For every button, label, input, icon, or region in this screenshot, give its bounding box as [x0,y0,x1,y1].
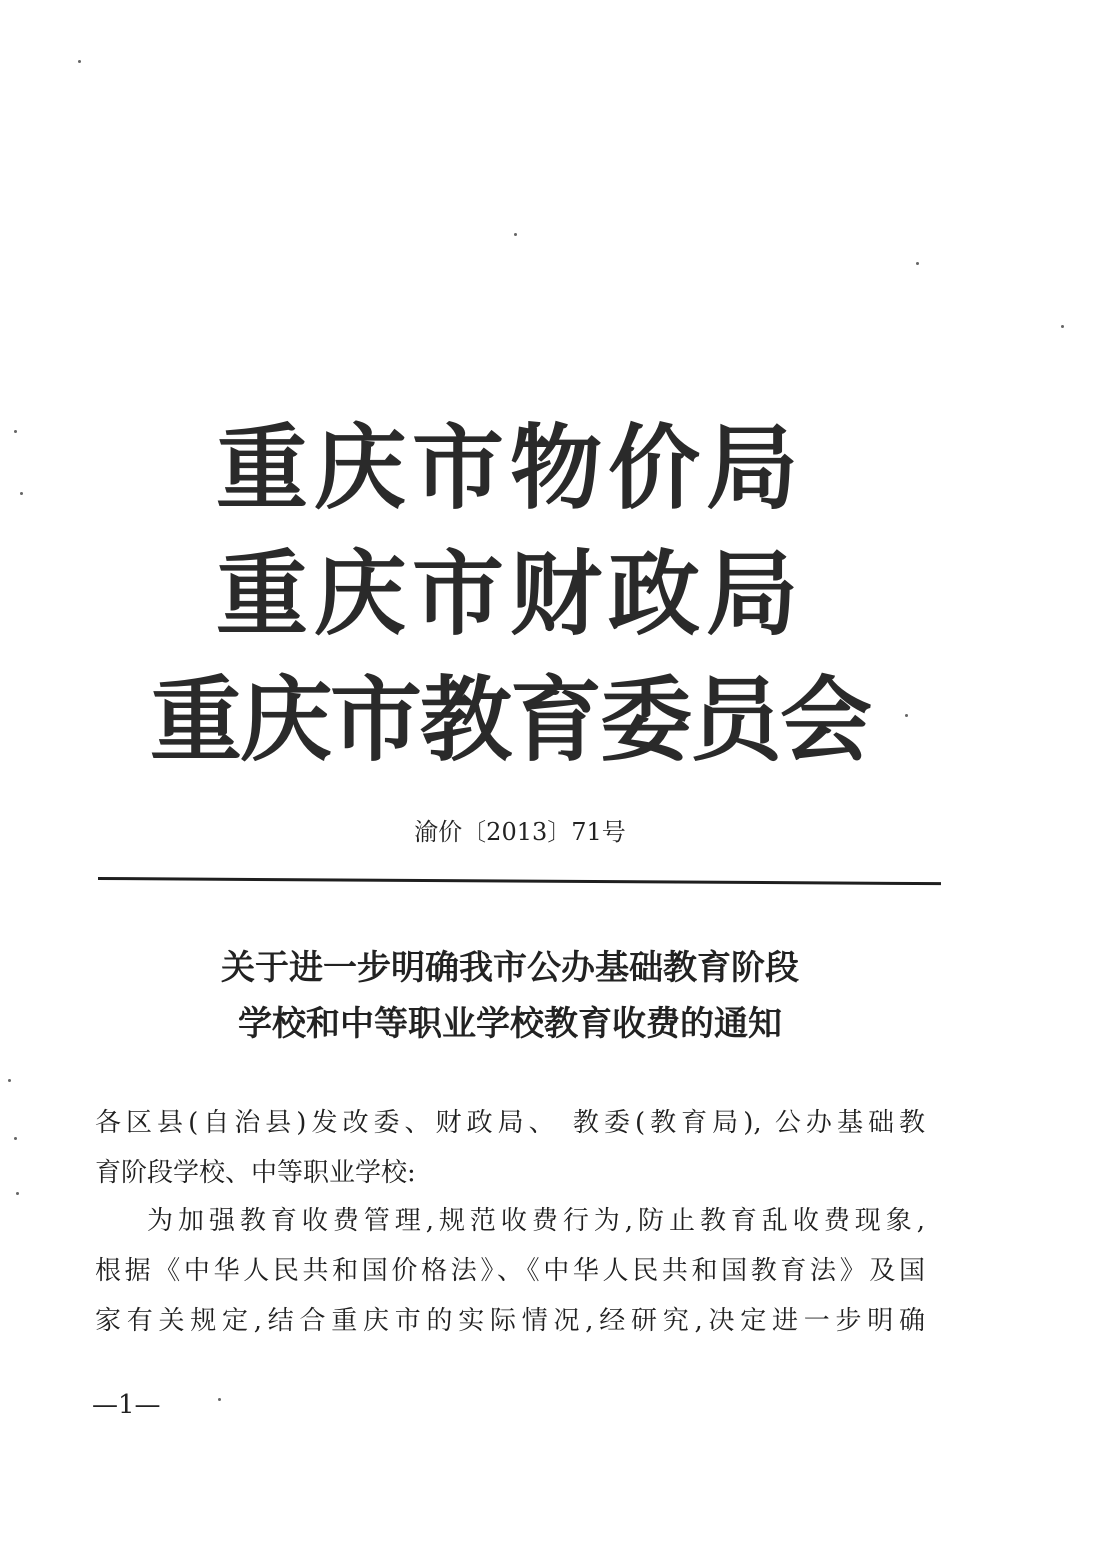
body-line-2: 根据《中华人民共和国价格法》、《中华人民共和国教育法》及国 [95,1256,925,1286]
header-divider [98,877,941,885]
scan-speck [16,1192,19,1195]
notice-title-line-1: 关于进一步明确我市公办基础教育阶段 [221,948,799,988]
scan-speck [514,233,517,236]
issuer-education-commission: 重庆市教育委员会 [150,666,871,774]
scan-speck [14,1137,17,1140]
issuer-finance-bureau: 重庆市财政局 [215,540,804,648]
addressee-line-1: 各区县(自治县)发改委、财政局、 教委(教育局), 公办基础教 [95,1108,925,1138]
body-paragraph [95,1196,925,1346]
scan-speck [14,430,17,433]
scan-speck [1061,325,1064,328]
addressee-line-2: 育阶段学校、中等职业学校: [95,1158,416,1188]
scan-speck [218,1398,221,1401]
scan-speck [905,714,908,717]
scan-speck [8,1079,11,1082]
addressee-paragraph [95,1098,925,1198]
document-number: 渝价〔2013〕71号 [414,818,626,846]
page-number: —1— [92,1390,161,1420]
body-line-1: 为加强教育收费管理,规范收费行为,防止教育乱收费现象, [147,1206,925,1236]
issuer-price-bureau: 重庆市物价局 [215,414,804,522]
scan-speck [78,60,81,63]
scan-speck [916,262,919,265]
scan-speck [20,492,23,495]
notice-title-line-2: 学校和中等职业学校教育收费的通知 [238,1004,782,1044]
body-line-3: 家有关规定,结合重庆市的实际情况,经研究,决定进一步明确 [95,1306,925,1336]
